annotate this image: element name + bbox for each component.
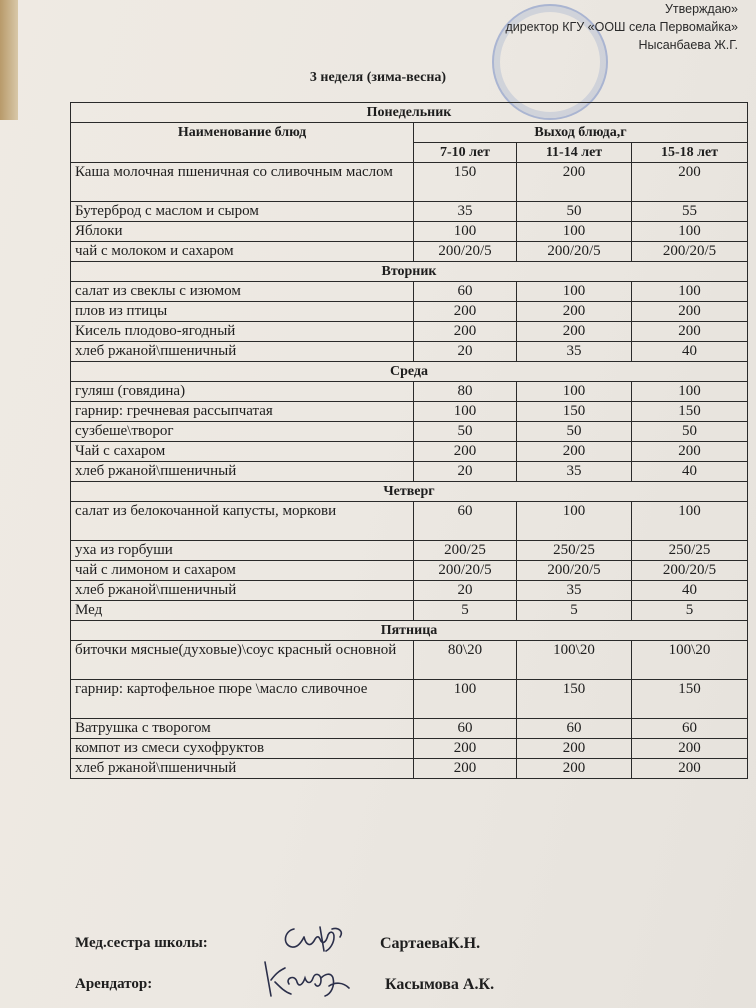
portion-value: 100: [632, 282, 748, 302]
table-row: [71, 242, 748, 262]
portion-value: 50: [414, 422, 517, 442]
portion-value: 100: [517, 382, 632, 402]
portion-value: 50: [517, 202, 632, 222]
dish-name: компот из смеси сухофруктов: [71, 739, 414, 759]
dish-name: Каша молочная пшеничная со сливочным маслом: [71, 163, 414, 202]
nurse-name: СартаеваК.Н.: [380, 935, 481, 952]
portion-value: 5: [632, 601, 748, 621]
day-heading-row: [71, 262, 748, 282]
dish-column-header: Наименование блюд: [71, 123, 414, 163]
dish-name: чай с лимоном и сахаром: [71, 561, 414, 581]
day-name: Вторник: [71, 262, 748, 282]
table-row: [71, 680, 748, 719]
approval-line-2: директор КГУ «ООШ села Первомайка»: [505, 20, 738, 34]
table-row: [71, 442, 748, 462]
nurse-role: Мед.сестра школы:: [75, 935, 208, 951]
portion-value: 100: [414, 402, 517, 422]
table-row: [71, 402, 748, 422]
portion-value: 55: [632, 202, 748, 222]
portion-value: 200: [517, 759, 632, 779]
portion-value: 200: [632, 322, 748, 342]
portion-value: 150: [517, 402, 632, 422]
portion-value: 200: [414, 759, 517, 779]
portion-value: 80\20: [414, 641, 517, 680]
dish-name: хлеб ржаной\пшеничный: [71, 462, 414, 482]
table-row: [71, 641, 748, 680]
portion-value: 200: [632, 442, 748, 462]
portion-value: 40: [632, 581, 748, 601]
header-row: [71, 123, 748, 143]
dish-name: Ватрушка с творогом: [71, 719, 414, 739]
portion-value: 250/25: [517, 541, 632, 561]
table-row: [71, 719, 748, 739]
portion-value: 40: [632, 462, 748, 482]
dish-name: гарнир: картофельное пюре \масло сливочное: [71, 680, 414, 719]
portion-value: 200/20/5: [517, 242, 632, 262]
table-row: [71, 342, 748, 362]
portion-value: 200: [517, 302, 632, 322]
portion-value: 150: [632, 680, 748, 719]
dish-name: Мед: [71, 601, 414, 621]
portion-value: 250/25: [632, 541, 748, 561]
dish-name: сузбеше\творог: [71, 422, 414, 442]
dish-name: Бутерброд с маслом и сыром: [71, 202, 414, 222]
day-name: Четверг: [71, 482, 748, 502]
portion-value: 200: [517, 442, 632, 462]
output-column-header: Выход блюда,г: [414, 123, 748, 143]
dish-name: Чай с сахаром: [71, 442, 414, 462]
portion-value: 60: [517, 719, 632, 739]
portion-value: 100: [517, 282, 632, 302]
portion-value: 200: [517, 163, 632, 202]
table-row: [71, 541, 748, 561]
table-row: [71, 759, 748, 779]
approval-line-3: Нысанбаева Ж.Г.: [638, 38, 738, 52]
dish-name: биточки мясные(духовые)\соус красный основной: [71, 641, 414, 680]
age-group-header: 11-14 лет: [517, 143, 632, 163]
portion-value: 200: [632, 739, 748, 759]
portion-value: 100: [632, 222, 748, 242]
table-row: [71, 382, 748, 402]
portion-value: 150: [632, 402, 748, 422]
portion-value: 5: [517, 601, 632, 621]
age-group-header: 7-10 лет: [414, 143, 517, 163]
table-row: [71, 422, 748, 442]
dish-name: плов из птицы: [71, 302, 414, 322]
portion-value: 150: [414, 163, 517, 202]
table-row: [71, 502, 748, 541]
portion-value: 60: [414, 502, 517, 541]
tenant-signature-icon: [255, 958, 355, 1002]
portion-value: 5: [414, 601, 517, 621]
table-row: [71, 282, 748, 302]
day-heading-row: [71, 103, 748, 123]
menu-table-body: [71, 103, 748, 779]
dish-name: уха из горбуши: [71, 541, 414, 561]
portion-value: 200: [632, 163, 748, 202]
portion-value: 35: [517, 342, 632, 362]
tenant-name: Касымова А.К.: [385, 976, 495, 993]
portion-value: 200/20/5: [414, 242, 517, 262]
portion-value: 200/20/5: [632, 242, 748, 262]
day-heading-row: [71, 482, 748, 502]
portion-value: 200: [414, 442, 517, 462]
approval-line-1: Утверждаю»: [664, 2, 738, 16]
dish-name: гуляш (говядина): [71, 382, 414, 402]
day-name: Понедельник: [71, 103, 748, 123]
portion-value: 35: [517, 581, 632, 601]
day-name: Пятница: [71, 621, 748, 641]
portion-value: 50: [632, 422, 748, 442]
portion-value: 200/25: [414, 541, 517, 561]
day-heading-row: [71, 621, 748, 641]
portion-value: 100: [632, 502, 748, 541]
table-row: [71, 601, 748, 621]
dish-name: хлеб ржаной\пшеничный: [71, 581, 414, 601]
portion-value: 60: [632, 719, 748, 739]
dish-name: гарнир: гречневая рассыпчатая: [71, 402, 414, 422]
dish-name: салат из свеклы с изюмом: [71, 282, 414, 302]
portion-value: 35: [414, 202, 517, 222]
table-row: [71, 581, 748, 601]
portion-value: 200/20/5: [632, 561, 748, 581]
table-row: [71, 202, 748, 222]
nurse-signature-icon: [280, 921, 350, 957]
portion-value: 200/20/5: [414, 561, 517, 581]
portion-value: 150: [517, 680, 632, 719]
portion-value: 20: [414, 462, 517, 482]
portion-value: 20: [414, 581, 517, 601]
portion-value: 60: [414, 719, 517, 739]
background-edge: [0, 0, 18, 120]
dish-name: хлеб ржаной\пшеничный: [71, 759, 414, 779]
table-row: [71, 462, 748, 482]
portion-value: 50: [517, 422, 632, 442]
week-title: 3 неделя (зима-весна): [309, 70, 447, 85]
table-row: [71, 302, 748, 322]
portion-value: 100: [517, 222, 632, 242]
portion-value: 200: [414, 739, 517, 759]
table-row: [71, 163, 748, 202]
menu-table: [70, 102, 748, 779]
portion-value: 40: [632, 342, 748, 362]
portion-value: 100\20: [517, 641, 632, 680]
tenant-role: Арендатор:: [75, 976, 153, 992]
portion-value: 100: [632, 382, 748, 402]
day-name: Среда: [71, 362, 748, 382]
dish-name: салат из белокочанной капусты, моркови: [71, 502, 414, 541]
dish-name: хлеб ржаной\пшеничный: [71, 342, 414, 362]
age-group-header: 15-18 лет: [632, 143, 748, 163]
portion-value: 200: [632, 759, 748, 779]
portion-value: 100\20: [632, 641, 748, 680]
portion-value: 100: [414, 680, 517, 719]
portion-value: 100: [414, 222, 517, 242]
table-row: [71, 222, 748, 242]
portion-value: 20: [414, 342, 517, 362]
table-row: [71, 322, 748, 342]
portion-value: 100: [517, 502, 632, 541]
dish-name: Кисель плодово-ягодный: [71, 322, 414, 342]
portion-value: 200: [517, 739, 632, 759]
portion-value: 80: [414, 382, 517, 402]
portion-value: 35: [517, 462, 632, 482]
portion-value: 200/20/5: [517, 561, 632, 581]
portion-value: 200: [632, 302, 748, 322]
portion-value: 60: [414, 282, 517, 302]
table-row: [71, 739, 748, 759]
approval-block: [505, 0, 738, 54]
portion-value: 200: [414, 322, 517, 342]
table-row: [71, 561, 748, 581]
dish-name: чай с молоком и сахаром: [71, 242, 414, 262]
dish-name: Яблоки: [71, 222, 414, 242]
portion-value: 200: [517, 322, 632, 342]
day-heading-row: [71, 362, 748, 382]
portion-value: 200: [414, 302, 517, 322]
